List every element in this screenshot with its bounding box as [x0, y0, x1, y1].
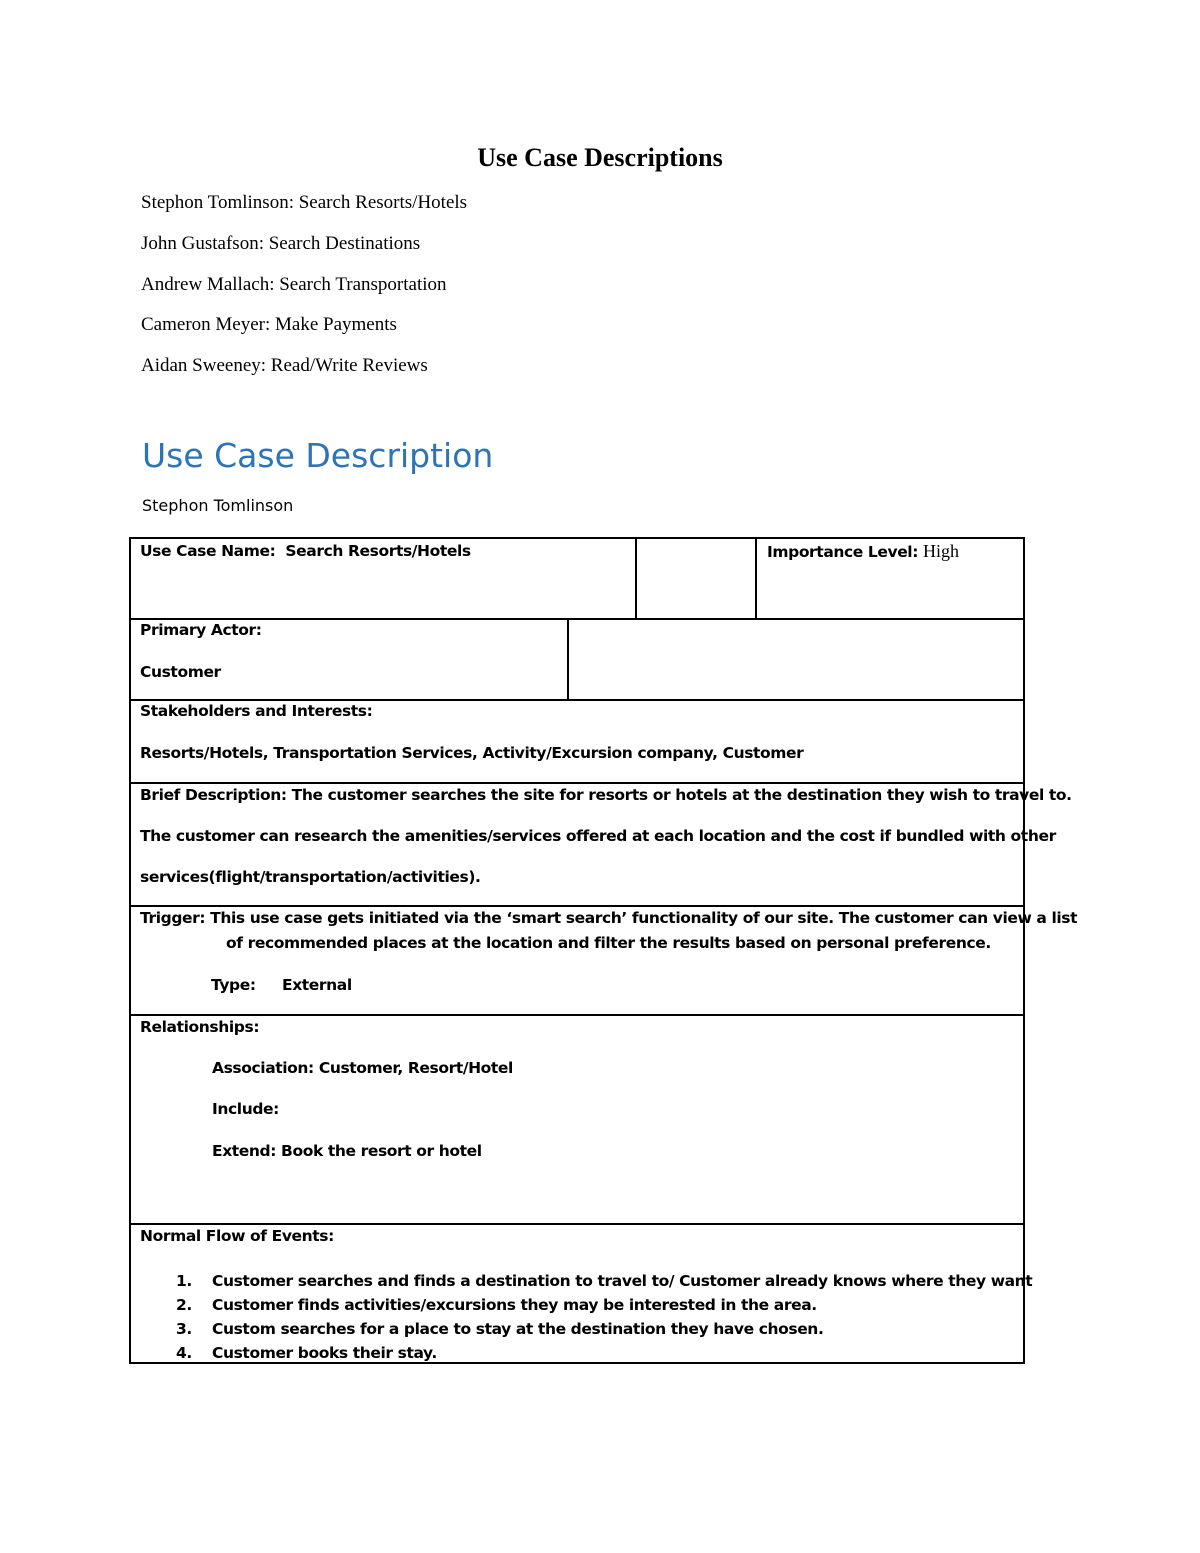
- use-case-name-label: Use Case Name:: [140, 542, 276, 560]
- brief-description-line: Brief Description: The customer searches the site for resorts or hotels at the destination they wish to travel to.: [140, 786, 1072, 804]
- section-heading: Use Case Description: [142, 436, 494, 475]
- importance-label: Importance Level:: [767, 543, 919, 561]
- row-relationships: [129, 1016, 1025, 1225]
- primary-actor-label: Primary Actor:: [140, 621, 262, 639]
- assignment-item: Cameron Meyer: Make Payments: [141, 314, 397, 336]
- association-text: Association: Customer, Resort/Hotel: [212, 1059, 513, 1077]
- type-value: External: [282, 976, 352, 994]
- stakeholders-label: Stakeholders and Interests:: [140, 702, 373, 720]
- section-author: Stephon Tomlinson: [142, 496, 294, 515]
- type-label: Type:: [211, 976, 256, 994]
- assignment-item: Andrew Mallach: Search Transportation: [141, 273, 447, 295]
- assignment-item: Stephon Tomlinson: Search Resorts/Hotels: [141, 192, 468, 213]
- importance-value: High: [923, 541, 960, 561]
- row-stakeholders: [129, 701, 1025, 784]
- trigger-line: Trigger: This use case gets initiated via the ‘smart search’ functionality of our site. The customer can view a list: [140, 909, 1078, 927]
- trigger-line: of recommended places at the location and filter the results based on personal preference.: [226, 934, 991, 952]
- stakeholders-value: Resorts/Hotels, Transportation Services, Activity/Excursion company, Customer: [140, 744, 804, 762]
- use-case-name-cell: [140, 542, 471, 560]
- assignment-list: [141, 190, 467, 394]
- row-brief-description: [129, 784, 1072, 907]
- page-title: Use Case Descriptions: [477, 143, 723, 172]
- normal-flow-label: Normal Flow of Events:: [140, 1227, 334, 1245]
- assignment-item: John Gustafson: Search Destinations: [141, 232, 421, 254]
- extend-text: Extend: Book the resort or hotel: [212, 1142, 482, 1160]
- primary-actor-value: Customer: [140, 663, 221, 681]
- row-primary-actor: [129, 620, 1025, 701]
- relationships-label: Relationships:: [140, 1018, 260, 1036]
- row-name: [129, 537, 1025, 620]
- use-case-table: [129, 537, 1078, 1364]
- row-normal-flow: Normal Flow of Events: 1. Customer searches and finds a destination to travel to/ Customer already knows where they want 2. Customer finds activities/excursions they may be interested in the area. 3. Custom searches for a place to stay at the destination they have chosen. 4. Customer books their stay.: [129, 1225, 1025, 1364]
- include-text: Include:: [212, 1100, 279, 1118]
- importance-cell: [767, 541, 959, 562]
- brief-description-line: The customer can research the amenities/services offered at each location and the cost if bundled with other: [140, 827, 1056, 845]
- row-trigger: [129, 907, 1078, 1016]
- assignment-item: Aidan Sweeney: Read/Write Reviews: [141, 355, 428, 377]
- use-case-name-value: Search Resorts/Hotels: [285, 542, 471, 560]
- brief-description-line: services(flight/transportation/activities).: [140, 868, 481, 886]
